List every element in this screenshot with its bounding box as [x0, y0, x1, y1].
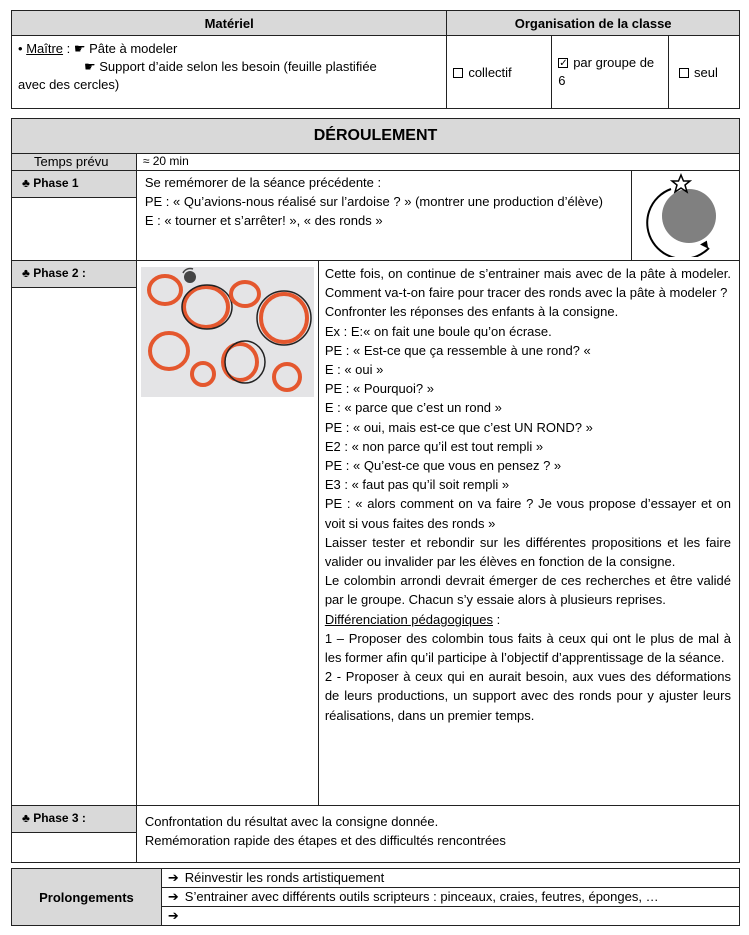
differenciation-title: Différenciation pédagogiques :	[324, 611, 501, 627]
prolongement-item: ➔ S’entrainer avec différents outils scripteurs : pinceaux, craies, feutres, éponges, …	[161, 888, 739, 907]
organisation-header: Organisation de la classe	[447, 11, 740, 36]
materiel-item-support-cont: avec des cercles)	[18, 77, 120, 92]
bullet: •	[18, 41, 23, 56]
prolongement-item: ➔ Réinvestir les ronds artistiquement	[161, 869, 739, 888]
phase3-cell	[12, 806, 137, 863]
rotation-icon-cell	[632, 171, 740, 261]
phase3-content: Confrontation du résultat avec la consigne donnée. Remémoration rapide des étapes et des difficultés rencontrées	[136, 806, 739, 863]
prolongement-item	[161, 907, 739, 926]
materiel-table	[11, 10, 740, 109]
checkbox-groupe-checked	[558, 58, 568, 68]
deroulement-table	[11, 118, 740, 863]
phase1-content: Se remémorer de la séance précédente : PE : « Qu’avions-nous réalisé sur l’ardoise ? » (montrer une production d’élève) E : « tourner et s’arrêter! », « des ronds »	[136, 171, 631, 261]
materiel-header: Matériel	[12, 11, 447, 36]
temps-prevu-value: ≈ 20 min	[136, 154, 739, 171]
prolongements-table	[11, 868, 740, 926]
arrow-icon: ➔	[167, 908, 179, 923]
org-seul: seul	[669, 36, 740, 109]
prolongements-label: Prolongements	[12, 869, 162, 926]
phase2-cell	[12, 261, 137, 806]
checkbox-collectif	[453, 68, 463, 78]
materiel-item-support: ☛ Support d’aide selon les besoin (feuille plastifiée	[84, 59, 377, 74]
materiel-item-pate: ☛ Pâte à modeler	[73, 41, 178, 56]
materiel-list: • Maître : ☛ Pâte à modeler ☛ Support d’aide selon les besoin (feuille plastifiée avec des cercles)	[12, 36, 447, 109]
arrow-icon: ➔	[167, 870, 179, 885]
phase1-cell	[12, 171, 137, 261]
temps-prevu-label: Temps prévu	[12, 154, 137, 171]
phase2-content: Cette fois, on continue de s’entrainer mais avec de la pâte à modeler. Comment va-t-on faire pour tracer des ronds avec la pâte à modeler ? Confronter les réponses des enfants à la consigne. Ex : E:« on fait une boule qu’on écrase. PE : « Est-ce que ça ressemble à une rond? « E : « oui » PE : « Pourquoi? » E : « parce que c’est un rond » PE : « oui, mais est-ce que c’est UN ROND? » E2 : « non parce qu’il est tout rempli » PE : « Qu’est-ce que vous en pensez ? » E3 : « faut pas qu’il soit rempli » PE : « alors comment on va faire ? Je vous propose d’essayer et on voit si vous faites des ronds » Laisser tester et rebondir sur les différentes propositions et les faire valider ou invalider par les élèves en fonction de la consigne. Le colombin arrondi devrait émerger de ces recherches et être validé par le groupe. Chacun s’y essaie alors à plusieurs reprises. Différenciation pédagogiques : 1 – Proposer des colombin tous faits à ceux qui ont le plus de mal à les former afin qu’il participe à l’objectif d’apprentissage de la séance. 2 - Proposer à ceux qui en aurait besoin, aux vues des déformations de leurs productions, un support avec des ronds pour y ajuster leurs réalisations, dans un premier temps.	[318, 261, 739, 806]
phase3-label: ♣ Phase 3 :	[12, 806, 136, 833]
pate-rings-photo	[141, 267, 314, 397]
arrow-icon: ➔	[167, 889, 179, 904]
photo-cell	[136, 261, 318, 806]
maitre-label: Maître	[26, 41, 64, 56]
phase1-label: ♣ Phase 1	[12, 171, 136, 198]
rotation-circle-icon	[641, 171, 731, 257]
checkbox-seul	[679, 68, 689, 78]
deroulement-title: DÉROULEMENT	[12, 119, 740, 154]
org-groupe: ✓par groupe de 6	[552, 36, 669, 109]
phase2-label: ♣ Phase 2 :	[12, 261, 136, 288]
org-collectif: collectif	[447, 36, 552, 109]
